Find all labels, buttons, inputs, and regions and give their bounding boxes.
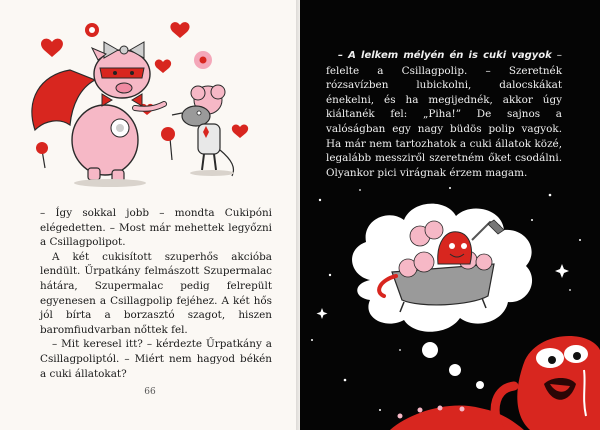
paragraph-text: – felelte a Csillagpolip. – Szeretnék rózsavízben lubickolni, dalocskákat énekelni, és ha megijednék, akkor úgy kiáltanék fel: „Piha!” De sajnos a valóságban egy nagy büdös polip vagyok. Ha már nem tartozhatok a cuki állatok közé, legalább messziről szeretném őket csodálni. Olyankor pici virágnak érzem magam. xyxy=(326,49,562,179)
page-gutter xyxy=(296,0,302,430)
rat-character xyxy=(172,85,234,176)
heart-icon xyxy=(232,125,248,138)
flower-icon xyxy=(194,51,212,69)
heart-icon xyxy=(170,22,189,38)
dialog-highlight: – A lelkem mélyén én is cuki vagyok xyxy=(338,50,552,61)
octopus-character xyxy=(390,336,600,430)
right-page-text xyxy=(326,48,562,180)
paragraph: – Mit keresel itt? – kérdezte Űrpatkány a Csillagpoliptól. – Miért nem hagyod békén a cuki állatokat? xyxy=(40,338,272,380)
page-number: 66 xyxy=(144,387,156,397)
paragraph: A két cukisított szuperhős akcióba lendült. Űrpatkány felmászott Szupermalac hátára, Szupermalac pedig felrepült egyenesen a Csillagpolip fejéhez. A két hős jól bírta a borzasztó szagot, hiszen baromfiudvarban nőttek fel. xyxy=(40,250,272,336)
left-page-text xyxy=(40,206,272,381)
thought-dot xyxy=(449,364,461,376)
flower-icon xyxy=(85,23,99,37)
paragraph: – Így sokkal jobb – mondta Cukipóni elégedetten. – Most már mehettek legyőzni a Csillagpolipot. xyxy=(40,207,272,249)
thought-dot xyxy=(422,342,438,358)
heart-icon xyxy=(41,39,63,57)
paragraph xyxy=(326,48,562,180)
dream-bubble-illustration xyxy=(300,180,600,430)
thought-dot xyxy=(476,381,484,389)
heart-icon xyxy=(155,60,171,73)
superheroes-illustration xyxy=(0,0,300,200)
